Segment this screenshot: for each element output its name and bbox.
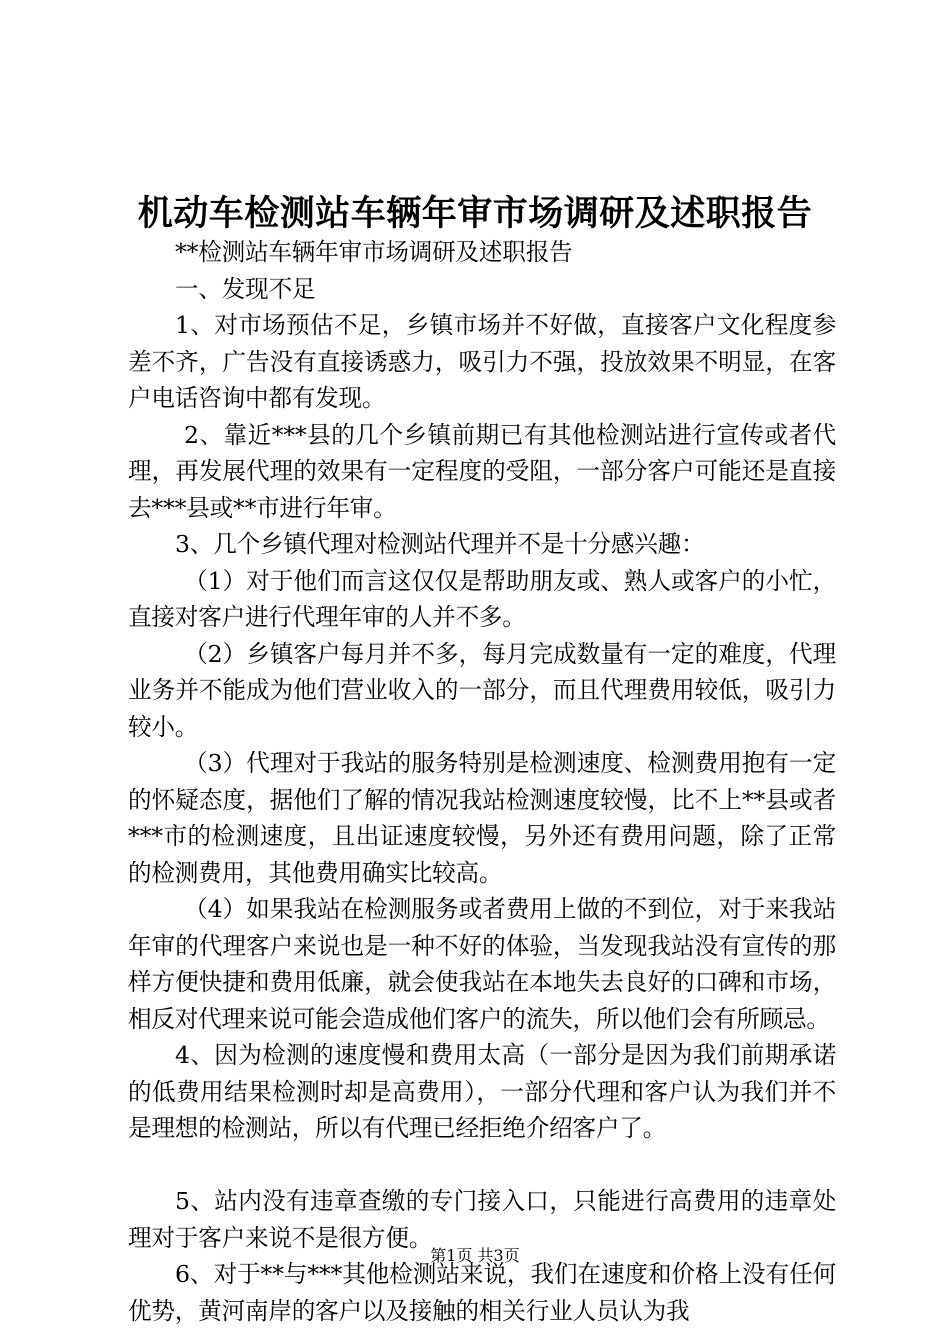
section-heading: 一、发现不足 [175, 274, 316, 303]
document-body [128, 234, 836, 1329]
subtitle-paragraph: **检测站车辆年审市场调研及述职报告 [175, 238, 573, 266]
document-title: 机动车检测站车辆年审市场调研及述职报告 [137, 193, 813, 234]
paragraph-item-6: 6、对于**与***其他检测站来说，我们在速度和价格上没有任何优势，黄河南岸的客户以及接触的相关行业人员认为我 [128, 1260, 836, 1325]
paragraph-item-3: 3、几个乡镇代理对检测站代理并不是十分感兴趣： [175, 530, 705, 558]
paragraph-sub-item-4: （4）如果我站在检测服务或者费用上做的不到位，对于来我站年审的代理客户来说也是一种不好的体验，当发现我站没有宣传的那样方便快捷和费用低廉，就会使我站在本地失去良好的口碑和市场，相反对代理来说可能会造成他们客户的流失，所以他们会有所顾忌。 [128, 895, 836, 1033]
blank-line [128, 1147, 836, 1184]
paragraph-item-1: 1、对市场预估不足，乡镇市场并不好做，直接客户文化程度参差不齐，广告没有直接诱惑力，吸引力不强，投放效果不明显，在客户电话咨询中都有发现。 [128, 311, 836, 412]
paragraph-sub-item-3: （3）代理对于我站的服务特别是检测速度、检测费用抱有一定的怀疑态度，据他们了解的情况我站检测速度较慢，比不上**县或者***市的检测速度，且出证速度较慢，另外还有费用问题，除了正常的检测费用，其他费用确实比较高。 [128, 749, 836, 887]
paragraph-item-5: 5、站内没有违章查缴的专门接入口，只能进行高费用的违章处理对于客户来说不是很方便。 [128, 1187, 836, 1252]
paragraph-sub-item-1: （1）对于他们而言这仅仅是帮助朋友或、熟人或客户的小忙，直接对客户进行代理年审的人并不多。 [128, 566, 836, 631]
paragraph-item-4: 4、因为检测的速度慢和费用太高（一部分是因为我们前期承诺的低费用结果检测时却是高费用），一部分代理和客户认为我们并不是理想的检测站，所以有代理已经拒绝介绍客户了。 [128, 1041, 836, 1142]
paragraph-sub-item-2: （2）乡镇客户每月并不多，每月完成数量有一定的难度，代理业务并不能成为他们营业收入的一部分，而且代理费用较低，吸引力较小。 [128, 639, 836, 741]
page-footer: 第1页 共3页 [430, 1246, 520, 1265]
paragraph-item-2: 2、靠近***县的几个乡镇前期已有其他检测站进行宣传或者代理，再发展代理的效果有一定程度的受阻，一部分客户可能还是直接去***县或**市进行年审。 [128, 420, 836, 522]
